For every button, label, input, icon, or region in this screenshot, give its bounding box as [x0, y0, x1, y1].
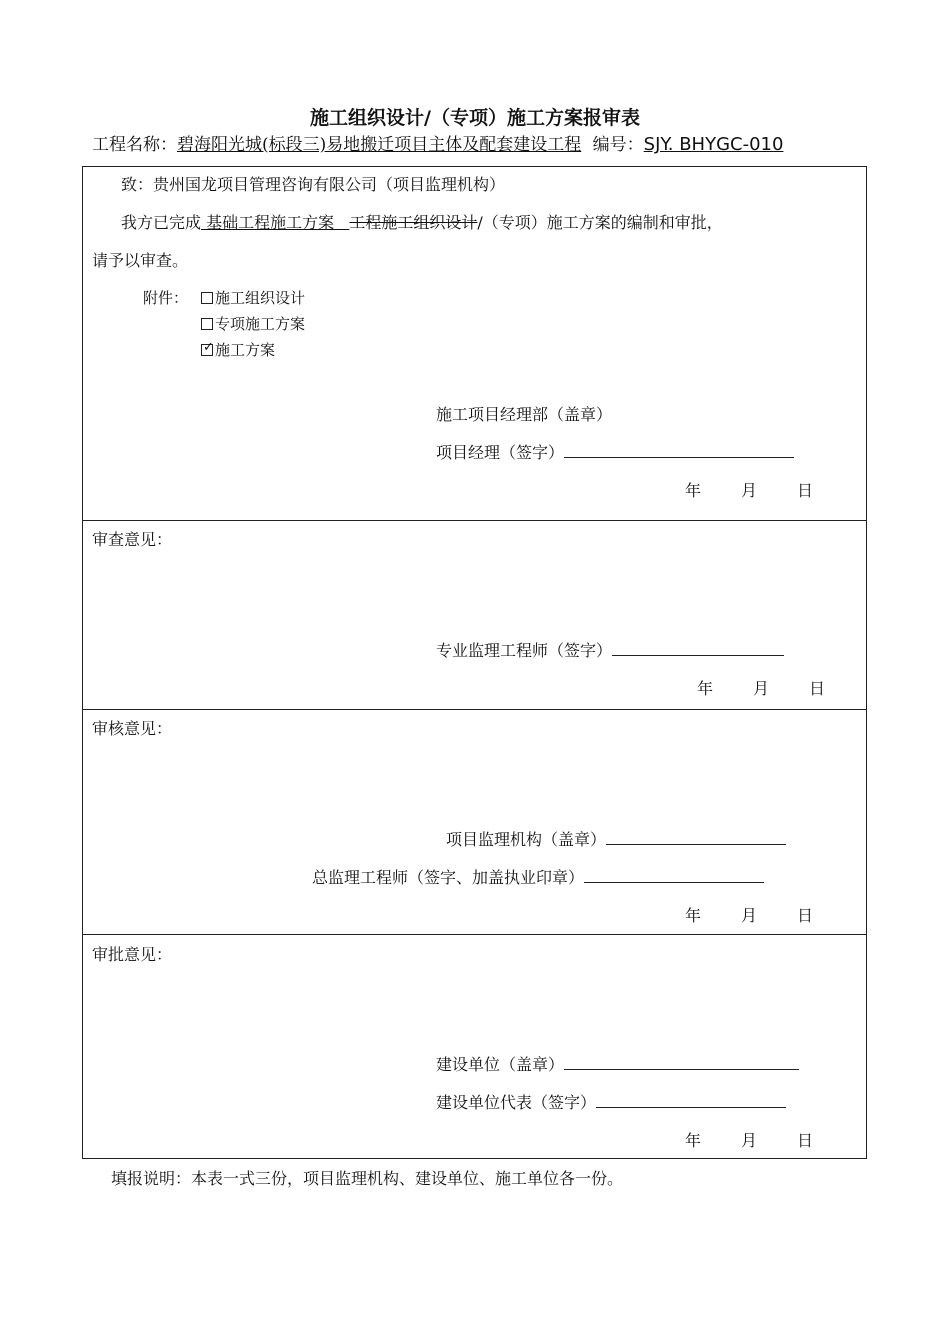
approval-heading: 审批意见：	[92, 945, 173, 964]
year-label: 年	[685, 481, 702, 500]
review-heading: 审查意见：	[92, 530, 173, 549]
submission-paragraph	[121, 210, 723, 233]
signature-line[interactable]	[612, 639, 784, 656]
project-name-value: 碧海阳光城(标段三)易地搬迁项目主体及配套建设工程	[177, 135, 582, 155]
attachment-option[interactable]: 施工组织设计	[201, 287, 305, 308]
month-label: 月	[753, 679, 770, 698]
attachment-label: 附件：	[143, 289, 189, 307]
chief-sign-label: 总监理工程师（签字、加盖执业印章）	[312, 868, 585, 887]
year-label: 年	[685, 1131, 702, 1150]
form-code-value: SJY. BHYGC-010	[643, 134, 784, 155]
checkbox-checked[interactable]	[201, 340, 214, 356]
signature-line[interactable]	[564, 441, 794, 458]
rep-sign-label: 建设单位代表（签字）	[436, 1093, 597, 1112]
struck-option: 工程施工组织设计	[349, 213, 478, 232]
attachment-option[interactable]: ✓ 施工方案	[203, 340, 276, 359]
chief-sign-row	[312, 865, 764, 888]
supervisor-sign-row	[436, 638, 784, 661]
signature-line[interactable]	[584, 866, 764, 883]
day-label: 日	[797, 1131, 814, 1150]
form-code-label: 编号：	[592, 135, 644, 155]
submission-suffix: /（专项）施工方案的编制和审批，	[477, 213, 723, 232]
org-stamp-label: 项目监理机构（盖章）	[446, 830, 607, 849]
project-name-label: 工程名称：	[92, 135, 177, 155]
signature-line[interactable]	[606, 828, 786, 845]
year-label: 年	[685, 906, 702, 925]
footnote: 填报说明：本表一式三份，项目监理机构、建设单位、施工单位各一份。	[111, 1169, 624, 1188]
day-label: 日	[809, 679, 826, 698]
date-row	[697, 676, 825, 699]
month-label: 月	[741, 1131, 758, 1150]
day-label: 日	[797, 906, 814, 925]
date-row	[685, 1128, 813, 1151]
month-label: 月	[741, 481, 758, 500]
supervisor-sign-label: 专业监理工程师（签字）	[436, 641, 613, 660]
checkmark-icon: ✓	[203, 340, 214, 355]
submission-paragraph-line2: 请予以审查。	[92, 251, 189, 270]
unit-stamp-row	[436, 1052, 799, 1075]
row-divider	[82, 520, 867, 521]
row-divider	[82, 934, 867, 935]
day-label: 日	[797, 481, 814, 500]
project-info-line	[92, 130, 783, 155]
addressee-line: 致：贵州国龙项目管理咨询有限公司（项目监理机构）	[121, 175, 506, 194]
org-stamp-row	[446, 827, 786, 850]
attachment-option[interactable]: 专项施工方案	[201, 313, 305, 334]
rep-sign-row	[436, 1090, 786, 1113]
manager-sign-row	[436, 440, 794, 463]
row-divider	[82, 709, 867, 710]
signature-line[interactable]	[564, 1053, 799, 1070]
form-title: 施工组织设计/（专项）施工方案报审表	[310, 107, 640, 129]
date-row	[685, 903, 813, 926]
date-row	[685, 478, 813, 501]
unit-stamp-label: 建设单位（盖章）	[436, 1055, 565, 1074]
checkbox[interactable]	[201, 292, 213, 304]
audit-heading: 审核意见：	[92, 719, 173, 738]
filled-plan-name: 基础工程施工方案	[201, 213, 350, 232]
month-label: 月	[741, 906, 758, 925]
checkbox[interactable]	[201, 318, 213, 330]
manager-sign-label: 项目经理（签字）	[436, 443, 565, 462]
year-label: 年	[697, 679, 714, 698]
signature-line[interactable]	[596, 1091, 786, 1108]
form-table	[82, 166, 867, 1159]
dept-stamp-label: 施工项目经理部（盖章）	[436, 405, 613, 424]
submission-prefix: 我方已完成	[121, 213, 202, 232]
